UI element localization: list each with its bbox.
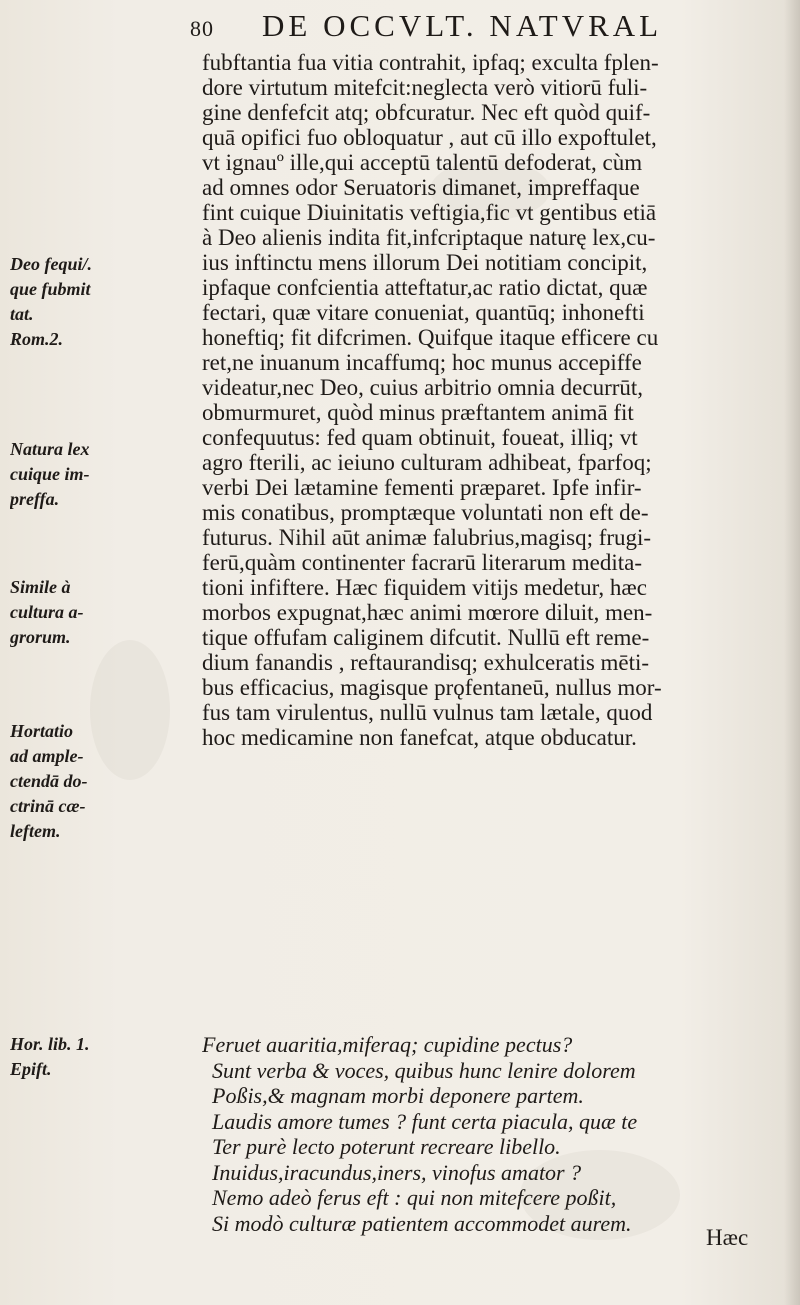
page-edge-shadow bbox=[784, 0, 800, 1305]
text-line: gine denfefcit atq; obfcuratur. Nec eft quòd quif- bbox=[202, 100, 651, 125]
margin-note-line: Epift. bbox=[10, 1059, 52, 1079]
margin-note-line: ctendā do- bbox=[10, 771, 88, 791]
page-header bbox=[190, 8, 770, 48]
text-line: dium fanandis , reftaurandisq; exhulceratis mēti- bbox=[202, 650, 650, 675]
margin-note-line: ad ample- bbox=[10, 746, 84, 766]
margin-note-line: cultura a- bbox=[10, 602, 84, 622]
text-line: ipfaque confcientia atteftatur,ac ratio dictat, quæ bbox=[202, 275, 648, 300]
text-line: agro fterili, ac ieiuno culturam adhibeat, fparfoq; bbox=[202, 450, 652, 475]
margin-note-hortatio bbox=[10, 719, 200, 844]
text-line: fint cuique Diuinitatis veftigia,fic vt gentibus etiā bbox=[202, 200, 657, 225]
margin-note-natura-lex bbox=[10, 437, 200, 512]
text-line: quā opifici fuo obloquatur , aut cū illo expoftulet, bbox=[202, 125, 657, 150]
text-line: verbi Dei lætamine fementi præparet. Ipfe infir- bbox=[202, 475, 642, 500]
text-line: tioni infiftere. Hæc fiquidem vitijs medetur, hæc bbox=[202, 575, 647, 600]
text-line: vt ignauº ille,qui acceptū talentū defoderat, cùm bbox=[202, 150, 643, 175]
verse-line: Feruet auaritia,miferaq; cupidine pectus? bbox=[202, 1032, 573, 1057]
margin-note-line: Rom.2. bbox=[10, 329, 64, 349]
text-line: à Deo alienis indita fit,infcriptaque naturę lex,cu- bbox=[202, 225, 656, 250]
text-line: dore virtutum mitefcit:neglecta verò vitiorū fuli- bbox=[202, 75, 648, 100]
verse-line: Ter purè lecto poterunt recreare libello. bbox=[212, 1134, 561, 1159]
text-line: ret,ne inuanum incaffumq; hoc munus accepiffe bbox=[202, 350, 642, 375]
margin-note-line: preffa. bbox=[10, 489, 60, 509]
verse-line: Inuidus,iracundus,iners, vinofus amator ? bbox=[212, 1159, 582, 1185]
verse-line: Nemo adeò ferus eft : qui non mitefcere poßit, bbox=[212, 1185, 617, 1210]
text-line: videatur,nec Deo, cuius arbitrio omnia decurrūt, bbox=[202, 375, 644, 400]
page-number: 80 bbox=[190, 16, 214, 41]
text-line: fus tam virulentus, nullū vulnus tam lætale, quod bbox=[202, 700, 653, 725]
catchword: Hæc bbox=[706, 1225, 749, 1250]
verse-quotation bbox=[202, 1032, 782, 1236]
margin-note-line: Deo fequi/. bbox=[10, 254, 92, 274]
margin-note-simile bbox=[10, 575, 200, 650]
margin-note-line: Hortatio bbox=[10, 721, 74, 741]
text-line: ius inftinctu mens illorum Dei notitiam concipit, bbox=[202, 250, 648, 275]
text-line: mis conatibus, promptæque voluntati non eft de- bbox=[202, 500, 649, 525]
text-line: futurus. Nihil aūt animæ falubrius,magisq; frugi- bbox=[202, 525, 652, 550]
text-line: ferū,quàm continenter facrarū literarum medita- bbox=[202, 550, 642, 575]
verse-line: Poßis,& magnam morbi deponere partem. bbox=[212, 1083, 584, 1108]
margin-note-line: Hor. lib. 1. bbox=[10, 1034, 90, 1054]
text-line: honeftiq; fit difcrimen. Quifque itaque efficere cu bbox=[202, 325, 659, 350]
text-line: ad omnes odor Seruatoris dimanet, impreffaque bbox=[202, 175, 640, 200]
text-line: fectari, quæ vitare conueniat, quantūq; inhonefti bbox=[202, 300, 645, 325]
main-text-block bbox=[202, 50, 777, 750]
text-line: hoc medicamine non fanefcat, atque obducatur. bbox=[202, 725, 637, 750]
margin-note-line: Simile à bbox=[10, 577, 71, 597]
running-title: DE OCCVLT. NATVRAL bbox=[262, 8, 663, 43]
text-line: fubftantia fua vitia contrahit, ipfaq; exculta fplen- bbox=[202, 50, 659, 75]
verse-line: Si modò culturæ patientem accommodet aurem. bbox=[212, 1210, 632, 1236]
margin-note-line: leftem. bbox=[10, 821, 61, 841]
margin-note-line: Natura lex bbox=[10, 439, 90, 459]
margin-note-deo-sequi bbox=[10, 252, 200, 352]
text-line: tique offufam caliginem difcutit. Nullū eft reme- bbox=[202, 625, 650, 650]
verse-line: Sunt verba & voces, quibus hunc lenire dolorem bbox=[212, 1057, 636, 1083]
margin-note-line: cuique im- bbox=[10, 464, 90, 484]
text-line: morbos expugnat,hæc animi mœrore diluit, men- bbox=[202, 600, 653, 625]
margin-note-line: que fubmit bbox=[10, 279, 91, 299]
margin-note-horace-reference bbox=[10, 1032, 200, 1082]
text-line: obmurmuret, quòd minus præftantem animā fit bbox=[202, 400, 634, 425]
margin-note-line: grorum. bbox=[10, 627, 71, 647]
margin-note-line: ctrinā cæ- bbox=[10, 796, 86, 816]
text-line: bus efficacius, magisque prǫfentaneū, nullus mor- bbox=[202, 675, 662, 700]
verse-line: Laudis amore tumes ? funt certa piacula, quæ te bbox=[212, 1108, 638, 1134]
margin-note-line: tat. bbox=[10, 304, 34, 324]
text-line: confequutus: fed quam obtinuit, foueat, illiq; vt bbox=[202, 425, 638, 450]
